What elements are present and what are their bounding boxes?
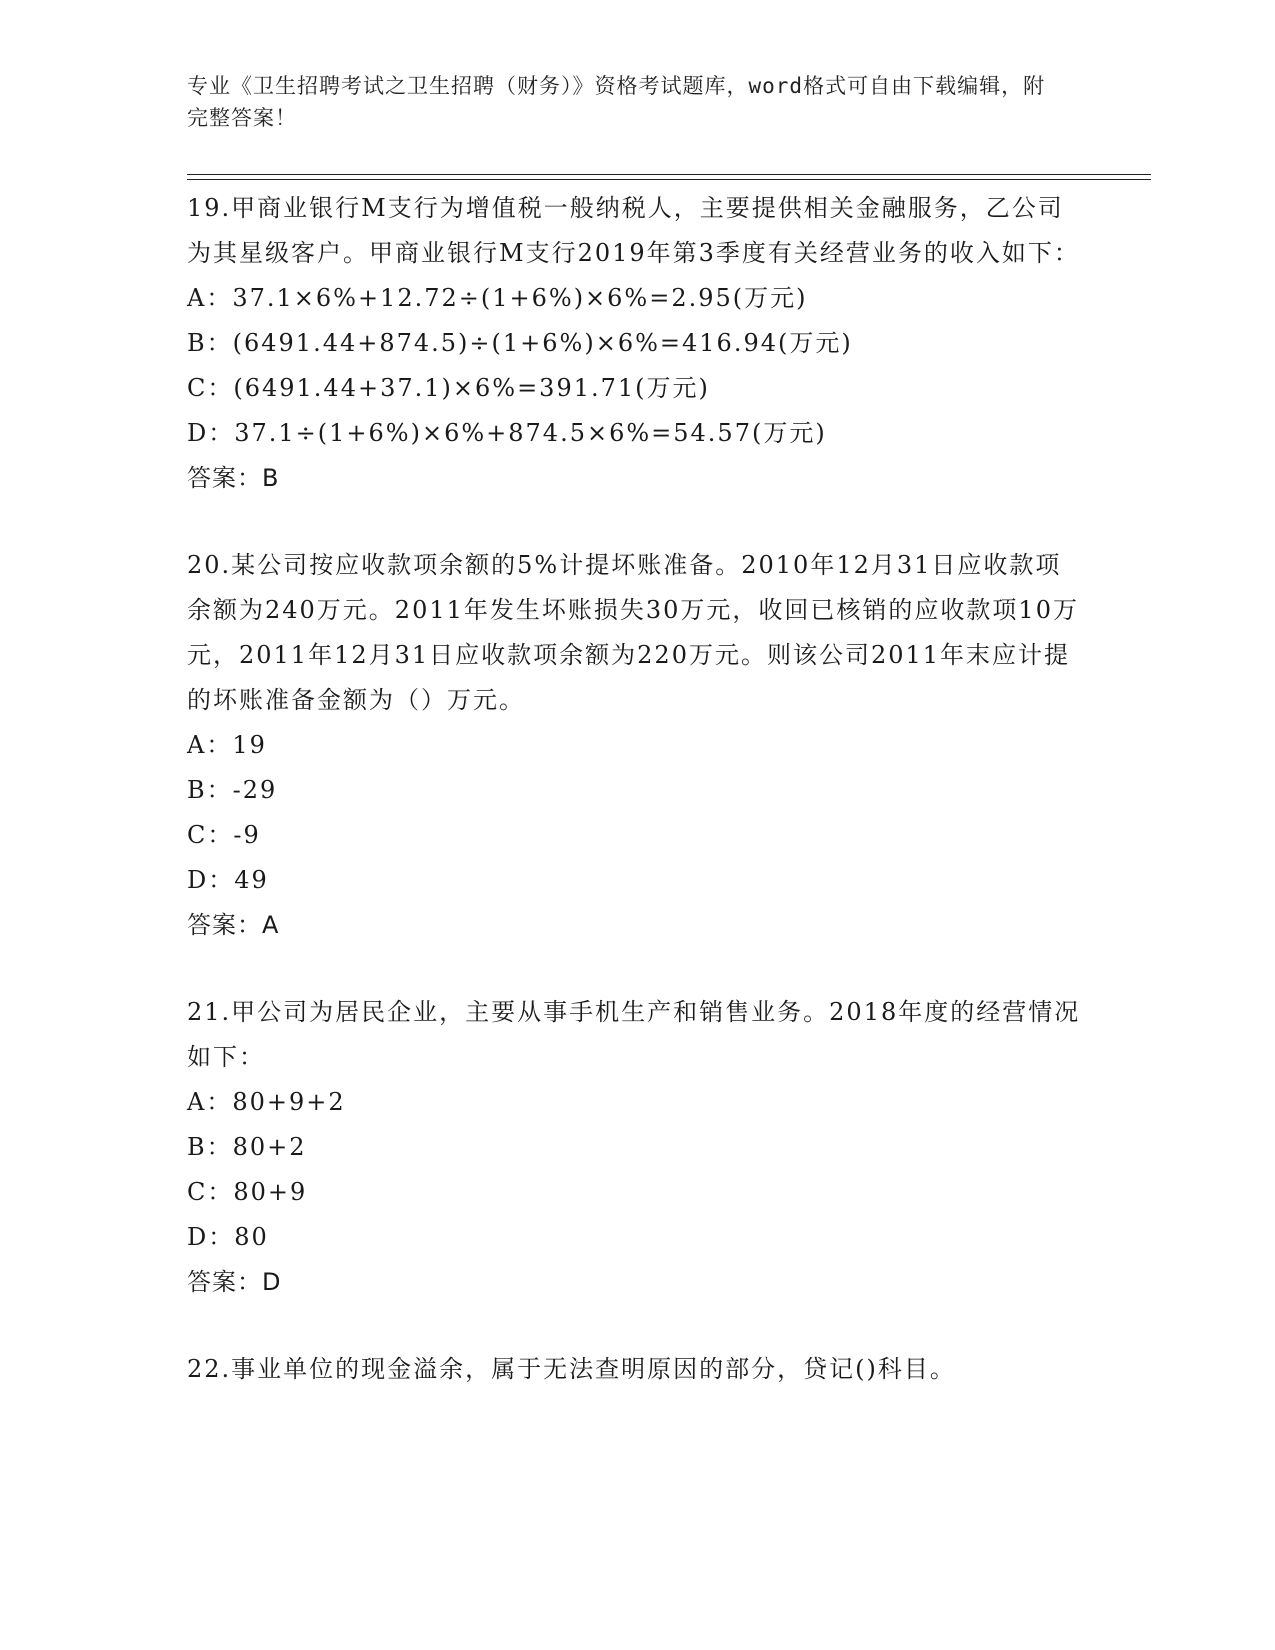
document-header: 专业《卫生招聘考试之卫生招聘（财务）》资格考试题库，word格式可自由下载编辑，附完整答案！ xyxy=(187,74,1046,130)
question-stem: 22.事业单位的现金溢余，属于无法查明原因的部分，贷记()科目。 xyxy=(187,1355,956,1383)
option-c: C：80+9 xyxy=(187,1178,308,1206)
header-divider-top xyxy=(187,174,1151,175)
question-20 xyxy=(187,543,1087,948)
question-21 xyxy=(187,990,1087,1305)
option-c: C：-9 xyxy=(187,821,261,849)
option-d: D：80 xyxy=(187,1223,269,1251)
answer: 答案：A xyxy=(187,911,280,939)
answer: 答案：B xyxy=(187,464,280,492)
answer: 答案：D xyxy=(187,1268,282,1296)
option-c: C：(6491.44+37.1)×6%=391.71(万元) xyxy=(187,374,710,402)
option-a: A：37.1×6%+12.72÷(1+6%)×6%=2.95(万元) xyxy=(187,284,808,312)
option-b: B：80+2 xyxy=(187,1133,307,1161)
question-stem: 21.甲公司为居民企业，主要从事手机生产和销售业务。2018年度的经营情况如下： xyxy=(187,998,1081,1071)
option-b: B：-29 xyxy=(187,776,278,804)
question-stem: 19.甲商业银行M支行为增值税一般纳税人，主要提供相关金融服务，乙公司为其星级客户。甲商业银行M支行2019年第3季度有关经营业务的收入如下： xyxy=(187,194,1080,267)
option-a: A：80+9+2 xyxy=(187,1088,346,1116)
question-stem: 20.某公司按应收款项余额的5%计提坏账准备。2010年12月31日应收款项余额为240万元。2011年发生坏账损失30万元，收回已核销的应收款项10万元，2011年12月31日应收款项余额为220万元。则该公司2011年末应计提的坏账准备金额为（）万元。 xyxy=(187,551,1079,714)
option-a: A：19 xyxy=(187,731,267,759)
option-d: D：49 xyxy=(187,866,269,894)
question-19 xyxy=(187,186,1087,501)
option-d: D：37.1÷(1+6%)×6%+874.5×6%=54.57(万元) xyxy=(187,419,827,447)
question-list xyxy=(187,186,1087,1392)
question-22 xyxy=(187,1347,1087,1392)
option-b: B：(6491.44+874.5)÷(1+6%)×6%=416.94(万元) xyxy=(187,329,853,357)
header-divider-bottom xyxy=(187,179,1151,180)
